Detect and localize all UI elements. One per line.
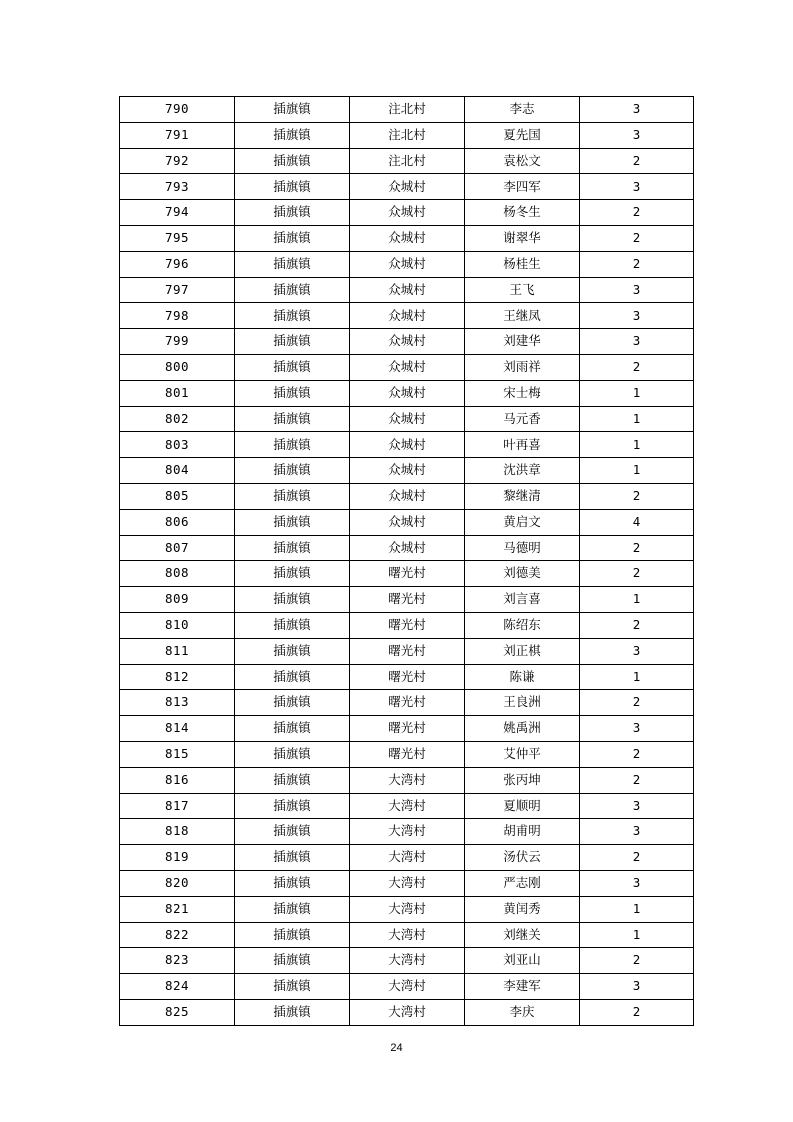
row-number-cell: 801	[120, 380, 235, 406]
row-number-cell: 822	[120, 922, 235, 948]
village-cell: 大湾村	[350, 793, 465, 819]
row-number-cell: 790	[120, 97, 235, 123]
count-cell: 2	[580, 741, 694, 767]
count-cell: 2	[580, 948, 694, 974]
village-cell: 众城村	[350, 174, 465, 200]
row-number-cell: 811	[120, 638, 235, 664]
table-row	[120, 638, 694, 664]
person-name-cell: 李四军	[465, 174, 580, 200]
table-row	[120, 948, 694, 974]
count-cell: 3	[580, 277, 694, 303]
count-cell: 4	[580, 509, 694, 535]
village-cell: 大湾村	[350, 819, 465, 845]
village-cell: 曙光村	[350, 690, 465, 716]
person-name-cell: 汤伏云	[465, 845, 580, 871]
table-row	[120, 174, 694, 200]
row-number-cell: 810	[120, 612, 235, 638]
person-name-cell: 黎继清	[465, 483, 580, 509]
village-cell: 大湾村	[350, 767, 465, 793]
town-cell: 插旗镇	[235, 896, 350, 922]
table-row	[120, 329, 694, 355]
row-number-cell: 798	[120, 303, 235, 329]
village-cell: 众城村	[350, 483, 465, 509]
town-cell: 插旗镇	[235, 535, 350, 561]
village-cell: 众城村	[350, 354, 465, 380]
table-row	[120, 432, 694, 458]
count-cell: 1	[580, 406, 694, 432]
town-cell: 插旗镇	[235, 922, 350, 948]
count-cell: 3	[580, 303, 694, 329]
person-name-cell: 刘建华	[465, 329, 580, 355]
row-number-cell: 820	[120, 870, 235, 896]
village-cell: 大湾村	[350, 845, 465, 871]
table-row	[120, 896, 694, 922]
table-row	[120, 741, 694, 767]
person-name-cell: 马元香	[465, 406, 580, 432]
town-cell: 插旗镇	[235, 793, 350, 819]
row-number-cell: 802	[120, 406, 235, 432]
table-row	[120, 690, 694, 716]
person-name-cell: 夏顺明	[465, 793, 580, 819]
town-cell: 插旗镇	[235, 664, 350, 690]
count-cell: 3	[580, 819, 694, 845]
town-cell: 插旗镇	[235, 612, 350, 638]
page-number: 24	[390, 1042, 403, 1054]
count-cell: 2	[580, 354, 694, 380]
row-number-cell: 821	[120, 896, 235, 922]
person-name-cell: 李庆	[465, 999, 580, 1025]
village-cell: 大湾村	[350, 922, 465, 948]
table-row	[120, 845, 694, 871]
town-cell: 插旗镇	[235, 716, 350, 742]
person-name-cell: 刘继关	[465, 922, 580, 948]
village-cell: 注北村	[350, 122, 465, 148]
count-cell: 3	[580, 870, 694, 896]
town-cell: 插旗镇	[235, 97, 350, 123]
person-name-cell: 王良洲	[465, 690, 580, 716]
table-row	[120, 458, 694, 484]
row-number-cell: 804	[120, 458, 235, 484]
person-name-cell: 杨桂生	[465, 251, 580, 277]
row-number-cell: 807	[120, 535, 235, 561]
count-cell: 1	[580, 664, 694, 690]
person-name-cell: 刘雨祥	[465, 354, 580, 380]
row-number-cell: 824	[120, 974, 235, 1000]
table-row	[120, 819, 694, 845]
person-name-cell: 李志	[465, 97, 580, 123]
table-row	[120, 354, 694, 380]
row-number-cell: 812	[120, 664, 235, 690]
village-cell: 曙光村	[350, 587, 465, 613]
town-cell: 插旗镇	[235, 690, 350, 716]
village-cell: 众城村	[350, 432, 465, 458]
town-cell: 插旗镇	[235, 638, 350, 664]
person-name-cell: 王继凤	[465, 303, 580, 329]
town-cell: 插旗镇	[235, 561, 350, 587]
count-cell: 2	[580, 200, 694, 226]
town-cell: 插旗镇	[235, 251, 350, 277]
person-name-cell: 杨冬生	[465, 200, 580, 226]
table-row	[120, 225, 694, 251]
village-cell: 曙光村	[350, 741, 465, 767]
person-name-cell: 胡甫明	[465, 819, 580, 845]
count-cell: 3	[580, 638, 694, 664]
count-cell: 2	[580, 251, 694, 277]
town-cell: 插旗镇	[235, 174, 350, 200]
table-row	[120, 483, 694, 509]
count-cell: 3	[580, 122, 694, 148]
count-cell: 2	[580, 535, 694, 561]
person-name-cell: 艾仲平	[465, 741, 580, 767]
table-row	[120, 922, 694, 948]
village-cell: 众城村	[350, 251, 465, 277]
row-number-cell: 823	[120, 948, 235, 974]
town-cell: 插旗镇	[235, 974, 350, 1000]
town-cell: 插旗镇	[235, 225, 350, 251]
table-row	[120, 767, 694, 793]
table-row	[120, 870, 694, 896]
town-cell: 插旗镇	[235, 587, 350, 613]
village-cell: 大湾村	[350, 974, 465, 1000]
village-cell: 曙光村	[350, 561, 465, 587]
count-cell: 2	[580, 483, 694, 509]
person-name-cell: 袁松文	[465, 148, 580, 174]
row-number-cell: 819	[120, 845, 235, 871]
row-number-cell: 813	[120, 690, 235, 716]
person-name-cell: 马德明	[465, 535, 580, 561]
village-cell: 众城村	[350, 225, 465, 251]
table-row	[120, 380, 694, 406]
table-row	[120, 535, 694, 561]
village-cell: 大湾村	[350, 999, 465, 1025]
person-name-cell: 刘言喜	[465, 587, 580, 613]
village-cell: 曙光村	[350, 664, 465, 690]
table-row	[120, 406, 694, 432]
row-number-cell: 816	[120, 767, 235, 793]
row-number-cell: 794	[120, 200, 235, 226]
row-number-cell: 795	[120, 225, 235, 251]
village-cell: 众城村	[350, 509, 465, 535]
row-number-cell: 803	[120, 432, 235, 458]
count-cell: 3	[580, 716, 694, 742]
table-row	[120, 612, 694, 638]
village-cell: 众城村	[350, 406, 465, 432]
person-name-cell: 严志刚	[465, 870, 580, 896]
town-cell: 插旗镇	[235, 845, 350, 871]
town-cell: 插旗镇	[235, 999, 350, 1025]
row-number-cell: 809	[120, 587, 235, 613]
count-cell: 2	[580, 845, 694, 871]
table-row	[120, 974, 694, 1000]
person-name-cell: 叶再喜	[465, 432, 580, 458]
count-cell: 3	[580, 974, 694, 1000]
person-name-cell: 姚禹洲	[465, 716, 580, 742]
table-row	[120, 148, 694, 174]
town-cell: 插旗镇	[235, 870, 350, 896]
count-cell: 1	[580, 458, 694, 484]
village-cell: 众城村	[350, 458, 465, 484]
data-table	[119, 96, 694, 1026]
row-number-cell: 825	[120, 999, 235, 1025]
person-name-cell: 陈谦	[465, 664, 580, 690]
village-cell: 众城村	[350, 329, 465, 355]
person-name-cell: 夏先国	[465, 122, 580, 148]
table-row	[120, 509, 694, 535]
table-row	[120, 122, 694, 148]
table-row	[120, 793, 694, 819]
town-cell: 插旗镇	[235, 354, 350, 380]
row-number-cell: 792	[120, 148, 235, 174]
count-cell: 1	[580, 896, 694, 922]
person-name-cell: 李建军	[465, 974, 580, 1000]
table-row	[120, 716, 694, 742]
count-cell: 2	[580, 225, 694, 251]
town-cell: 插旗镇	[235, 380, 350, 406]
person-name-cell: 黄闰秀	[465, 896, 580, 922]
count-cell: 3	[580, 97, 694, 123]
count-cell: 2	[580, 612, 694, 638]
village-cell: 大湾村	[350, 870, 465, 896]
village-cell: 注北村	[350, 148, 465, 174]
count-cell: 1	[580, 432, 694, 458]
table-body	[120, 97, 694, 1026]
village-cell: 众城村	[350, 380, 465, 406]
count-cell: 2	[580, 690, 694, 716]
village-cell: 众城村	[350, 277, 465, 303]
count-cell: 3	[580, 793, 694, 819]
town-cell: 插旗镇	[235, 277, 350, 303]
person-name-cell: 刘正棋	[465, 638, 580, 664]
row-number-cell: 797	[120, 277, 235, 303]
village-cell: 曙光村	[350, 716, 465, 742]
village-cell: 曙光村	[350, 638, 465, 664]
town-cell: 插旗镇	[235, 948, 350, 974]
table-row	[120, 97, 694, 123]
count-cell: 1	[580, 587, 694, 613]
table-row	[120, 277, 694, 303]
town-cell: 插旗镇	[235, 148, 350, 174]
person-name-cell: 刘德美	[465, 561, 580, 587]
village-cell: 大湾村	[350, 948, 465, 974]
town-cell: 插旗镇	[235, 458, 350, 484]
town-cell: 插旗镇	[235, 122, 350, 148]
count-cell: 2	[580, 561, 694, 587]
village-cell: 曙光村	[350, 612, 465, 638]
count-cell: 2	[580, 148, 694, 174]
person-name-cell: 张丙坤	[465, 767, 580, 793]
table-row	[120, 200, 694, 226]
person-name-cell: 沈洪章	[465, 458, 580, 484]
person-name-cell: 陈绍东	[465, 612, 580, 638]
row-number-cell: 796	[120, 251, 235, 277]
village-cell: 众城村	[350, 303, 465, 329]
row-number-cell: 805	[120, 483, 235, 509]
count-cell: 1	[580, 380, 694, 406]
row-number-cell: 793	[120, 174, 235, 200]
count-cell: 1	[580, 922, 694, 948]
village-cell: 注北村	[350, 97, 465, 123]
village-cell: 众城村	[350, 200, 465, 226]
person-name-cell: 黄启文	[465, 509, 580, 535]
person-name-cell: 刘亚山	[465, 948, 580, 974]
row-number-cell: 817	[120, 793, 235, 819]
row-number-cell: 806	[120, 509, 235, 535]
table-row	[120, 999, 694, 1025]
table-row	[120, 251, 694, 277]
row-number-cell: 799	[120, 329, 235, 355]
table-row	[120, 303, 694, 329]
town-cell: 插旗镇	[235, 200, 350, 226]
person-name-cell: 王飞	[465, 277, 580, 303]
town-cell: 插旗镇	[235, 741, 350, 767]
row-number-cell: 814	[120, 716, 235, 742]
count-cell: 2	[580, 999, 694, 1025]
village-cell: 大湾村	[350, 896, 465, 922]
row-number-cell: 800	[120, 354, 235, 380]
town-cell: 插旗镇	[235, 509, 350, 535]
town-cell: 插旗镇	[235, 432, 350, 458]
person-name-cell: 宋士梅	[465, 380, 580, 406]
row-number-cell: 808	[120, 561, 235, 587]
town-cell: 插旗镇	[235, 819, 350, 845]
count-cell: 3	[580, 329, 694, 355]
row-number-cell: 815	[120, 741, 235, 767]
table-row	[120, 664, 694, 690]
table-row	[120, 587, 694, 613]
village-cell: 众城村	[350, 535, 465, 561]
town-cell: 插旗镇	[235, 329, 350, 355]
count-cell: 3	[580, 174, 694, 200]
count-cell: 2	[580, 767, 694, 793]
town-cell: 插旗镇	[235, 767, 350, 793]
row-number-cell: 791	[120, 122, 235, 148]
row-number-cell: 818	[120, 819, 235, 845]
town-cell: 插旗镇	[235, 303, 350, 329]
town-cell: 插旗镇	[235, 483, 350, 509]
person-name-cell: 谢翠华	[465, 225, 580, 251]
town-cell: 插旗镇	[235, 406, 350, 432]
table-row	[120, 561, 694, 587]
